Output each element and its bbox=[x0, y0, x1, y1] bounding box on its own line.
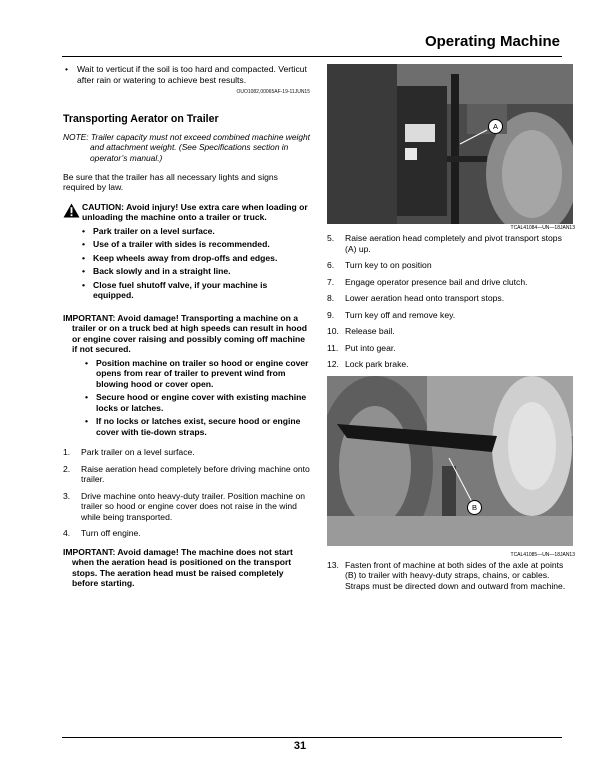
left-column bbox=[63, 64, 310, 589]
step-text: Drive machine onto heavy-duty trailer. Position machine on trailer so hood or engine cover does not raise in the wind while being transported. bbox=[81, 490, 306, 522]
note-text: NOTE: Trailer capacity must not exceed combined machine weight and attachment weight. (See Specifications section in operator’s manual.) bbox=[63, 132, 311, 163]
step-number: 3. bbox=[63, 490, 71, 501]
step-item bbox=[327, 310, 575, 321]
caution-item: • Back slowly and in a straight line. bbox=[82, 266, 310, 277]
warning-triangle-icon bbox=[63, 202, 82, 304]
step-item bbox=[327, 293, 575, 304]
step-text: Fasten front of machine at both sides of the axle at points (B) to trailer with heavy-duty straps, chains, or cables. Straps must be directed down and outward from machine. bbox=[345, 559, 566, 591]
page-number: 31 bbox=[293, 740, 307, 752]
step-text: Put into gear. bbox=[345, 342, 396, 353]
step-number: 5. bbox=[327, 233, 335, 243]
page-title: Operating Machine bbox=[424, 33, 560, 50]
step-item bbox=[327, 359, 575, 370]
important-item: • If no locks or latches exist, secure hood or engine cover with tie-down straps. bbox=[85, 416, 310, 437]
right-column bbox=[327, 64, 575, 597]
step-text: Turn off engine. bbox=[81, 528, 141, 539]
intro-bullet: • Wait to verticut if the soil is too hard and compacted. Verticut after rain or watering to achieve best results. bbox=[63, 64, 310, 85]
step-item bbox=[63, 464, 310, 485]
important-item: • Position machine on trailer so hood or engine cover opens from rear of trailer to prevent wind from blowing hood or cover open. bbox=[85, 358, 310, 390]
important-start-text: IMPORTANT: Avoid damage! The machine does not start when the aeration head is positioned on the transport stops. The aeration head must be raised completely before starting. bbox=[63, 546, 293, 589]
step-number: 6. bbox=[327, 260, 335, 270]
step-number: 4. bbox=[63, 528, 71, 539]
step-item bbox=[327, 343, 575, 354]
important-item: • Secure hood or engine cover with existing machine locks or latches. bbox=[85, 392, 310, 413]
step-13-list bbox=[327, 560, 575, 592]
section-heading: Transporting Aerator on Trailer bbox=[63, 113, 219, 125]
step-number: 7. bbox=[327, 276, 335, 287]
footer-rule bbox=[62, 737, 562, 738]
caution-block bbox=[63, 202, 310, 304]
trailer-requirements-text: Be sure that the trailer has all necessary lights and signs required by law. bbox=[63, 171, 278, 193]
step-text: Park trailer on a level surface. bbox=[81, 447, 195, 458]
caution-item: • Use of a trailer with sides is recommended. bbox=[82, 239, 310, 250]
step-item bbox=[327, 560, 575, 592]
caution-text: CAUTION: Avoid injury! Use extra care when loading or unloading the machine onto a trailer or truck. bbox=[82, 201, 308, 223]
step-text: Raise aeration head completely and pivot transport stops (A) up. bbox=[345, 233, 562, 254]
step-item bbox=[327, 260, 575, 271]
step-number: 1. bbox=[63, 447, 71, 458]
step-text: Lock park brake. bbox=[345, 359, 409, 369]
caution-item: • Park trailer on a level surface. bbox=[82, 226, 310, 237]
steps-left-list bbox=[63, 447, 310, 539]
step-number: 11. bbox=[327, 342, 339, 353]
axle-strap-photo bbox=[327, 376, 573, 546]
step-text: Raise aeration head completely before driving machine onto trailer. bbox=[81, 463, 310, 485]
step-item bbox=[327, 326, 575, 337]
figure-2-reference: TCAL41085—UN—18JAN13 bbox=[510, 551, 575, 558]
caution-item: • Keep wheels away from drop-offs and edges. bbox=[82, 253, 310, 264]
step-number: 13. bbox=[327, 559, 339, 570]
step-item bbox=[327, 233, 575, 254]
callout-a-label: A bbox=[488, 119, 503, 134]
step-item bbox=[63, 447, 310, 458]
important-transport-text: IMPORTANT: Avoid damage! Transporting a machine on a trailer or on a truck bed at high speeds can result in hood or engine cover raising and possibly coming off machine if not secured. bbox=[63, 312, 307, 355]
step-number: 12. bbox=[327, 359, 339, 369]
transport-stops-photo bbox=[327, 64, 573, 224]
step-number: 8. bbox=[327, 293, 335, 303]
important-transport-list bbox=[85, 358, 310, 438]
caution-list bbox=[82, 226, 310, 301]
figure-1-reference: TCAL41084—UN—18JAN13 bbox=[510, 225, 575, 231]
steps-right-list bbox=[327, 233, 575, 370]
step-text: Engage operator presence bail and drive clutch. bbox=[345, 276, 528, 287]
step-number: 2. bbox=[63, 463, 71, 474]
step-text: Turn key off and remove key. bbox=[345, 309, 456, 320]
step-text: Release bail. bbox=[345, 326, 395, 336]
caution-item: • Close fuel shutoff valve, if your machine is equipped. bbox=[82, 280, 310, 301]
callout-b-label: B bbox=[467, 500, 482, 515]
intro-bullets bbox=[63, 64, 310, 85]
step-item bbox=[63, 528, 310, 539]
step-item bbox=[63, 491, 310, 523]
title-rule bbox=[62, 56, 562, 57]
step-number: 10. bbox=[327, 326, 339, 336]
step-text: Lower aeration head onto transport stops. bbox=[345, 293, 505, 303]
step-number: 9. bbox=[327, 309, 335, 320]
step-text: Turn key to on position bbox=[345, 260, 432, 270]
intro-reference-code: OUO1082,00065AF-19-11JUN15 bbox=[236, 89, 310, 95]
step-item bbox=[327, 277, 575, 288]
